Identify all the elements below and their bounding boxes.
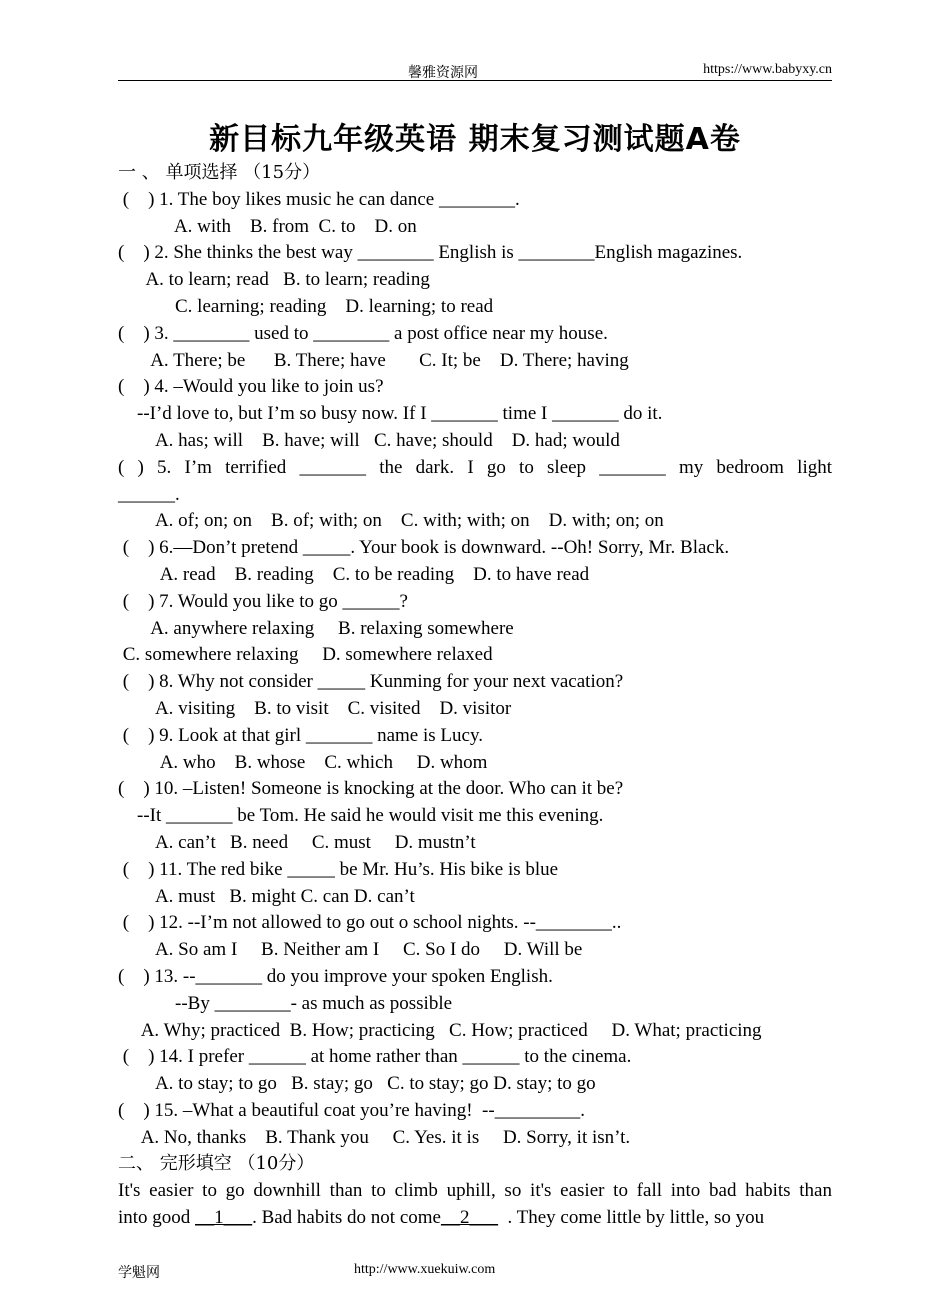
- question-1-options: A. with B. from C. to D. on: [118, 215, 417, 237]
- question-7-options-a: A. anywhere relaxing B. relaxing somewhere: [118, 617, 514, 639]
- footer-site-name: 学魁网: [118, 1266, 160, 1281]
- section-heading-cloze: 二、 完形填空 （10分）: [118, 1153, 315, 1175]
- passage-line-2: [118, 1205, 832, 1232]
- question-2-options-b: C. learning; reading D. learning; to read: [118, 295, 494, 317]
- question-8: ( ) 8. Why not consider _____ Kunming for your next vacation?: [118, 671, 624, 693]
- cloze-blank-2: __2___: [440, 1207, 498, 1229]
- question-14: ( ) 14. I prefer ______ at home rather than ______ to the cinema.: [118, 1046, 632, 1068]
- question-3: ( ) 3. ________ used to ________ a post office near my house.: [118, 322, 608, 344]
- question-14-options: A. to stay; to go B. stay; go C. to stay; go D. stay; to go: [118, 1073, 596, 1095]
- passage-text: . Bad habits do not come: [252, 1207, 441, 1229]
- passage-text: . They come little by little, so you: [497, 1207, 765, 1229]
- question-5-options: A. of; on; on B. of; with; on C. with; with; on D. with; on; on: [118, 510, 664, 532]
- question-15-options: A. No, thanks B. Thank you C. Yes. it is D. Sorry, it isn’t.: [118, 1126, 631, 1148]
- question-10: ( ) 10. –Listen! Someone is knocking at the door. Who can it be?: [118, 778, 624, 800]
- question-12: ( ) 12. --I’m not allowed to go out o school nights. --________..: [118, 912, 622, 934]
- section-heading-multiple-choice: 一 、 单项选择 （15分）: [118, 162, 321, 183]
- passage-text: into good: [118, 1207, 196, 1229]
- question-15: ( ) 15. –What a beautiful coat you’re having! --_________.: [118, 1099, 585, 1121]
- question-3-options: A. There; be B. There; have C. It; be D. There; having: [118, 349, 629, 371]
- question-2: ( ) 2. She thinks the best way ________ English is ________English magazines.: [118, 242, 743, 264]
- question-2-options-a: A. to learn; read B. to learn; reading: [118, 269, 430, 291]
- question-9: ( ) 9. Look at that girl _______ name is Lucy.: [118, 724, 483, 746]
- question-8-options: A. visiting B. to visit C. visited D. visitor: [118, 697, 512, 719]
- question-7-options-b: C. somewhere relaxing D. somewhere relaxed: [118, 644, 493, 666]
- question-13-options: A. Why; practiced B. How; practicing C. How; practiced D. What; practicing: [118, 1019, 762, 1041]
- question-1: ( ) 1. The boy likes music he can dance ________.: [118, 188, 520, 210]
- question-9-options: A. who B. whose C. which D. whom: [118, 751, 488, 773]
- cloze-blank-1: __1___: [195, 1207, 253, 1229]
- question-11: ( ) 11. The red bike _____ be Mr. Hu’s. His bike is blue: [118, 858, 559, 880]
- question-4: ( ) 4. –Would you like to join us?: [118, 376, 384, 398]
- question-7: ( ) 7. Would you like to go ______?: [118, 590, 408, 612]
- question-4-options: A. has; will B. have; will C. have; should D. had; would: [118, 429, 620, 451]
- question-13-dialogue: --By ________- as much as possible: [118, 992, 453, 1014]
- question-5-continued: ______.: [118, 483, 180, 505]
- question-12-options: A. So am I B. Neither am I C. So I do D. Will be: [118, 939, 583, 961]
- question-11-options: A. must B. might C. can D. can’t: [118, 885, 415, 907]
- question-4-dialogue: --I’d love to, but I’m so busy now. If I _______ time I _______ do it.: [118, 403, 663, 425]
- document-body: [118, 160, 832, 1232]
- question-6: ( ) 6.—Don’t pretend _____. Your book is downward. --Oh! Sorry, Mr. Black.: [118, 537, 730, 559]
- question-10-options: A. can’t B. need C. must D. mustn’t: [118, 831, 476, 853]
- footer-url: http://www.xuekuiw.com: [354, 1262, 496, 1277]
- header-site-name: 馨雅资源网: [408, 66, 478, 81]
- document-title: 新目标九年级英语 期末复习测试题A卷: [209, 122, 741, 157]
- passage-line-1: It's easier to go downhill than to climb uphill, so it's easier to fall into bad habits than: [118, 1180, 832, 1202]
- page-header: [118, 60, 832, 81]
- question-6-options: A. read B. reading C. to be reading D. to have read: [118, 563, 590, 585]
- question-5: ( ) 5. I’m terrified _______ the dark. I go to sleep _______ my bedroom light: [118, 456, 832, 478]
- question-10-dialogue: --It _______ be Tom. He said he would visit me this evening.: [118, 805, 604, 827]
- header-url: https://www.babyxy.cn: [703, 62, 832, 77]
- question-13: ( ) 13. --_______ do you improve your spoken English.: [118, 965, 553, 987]
